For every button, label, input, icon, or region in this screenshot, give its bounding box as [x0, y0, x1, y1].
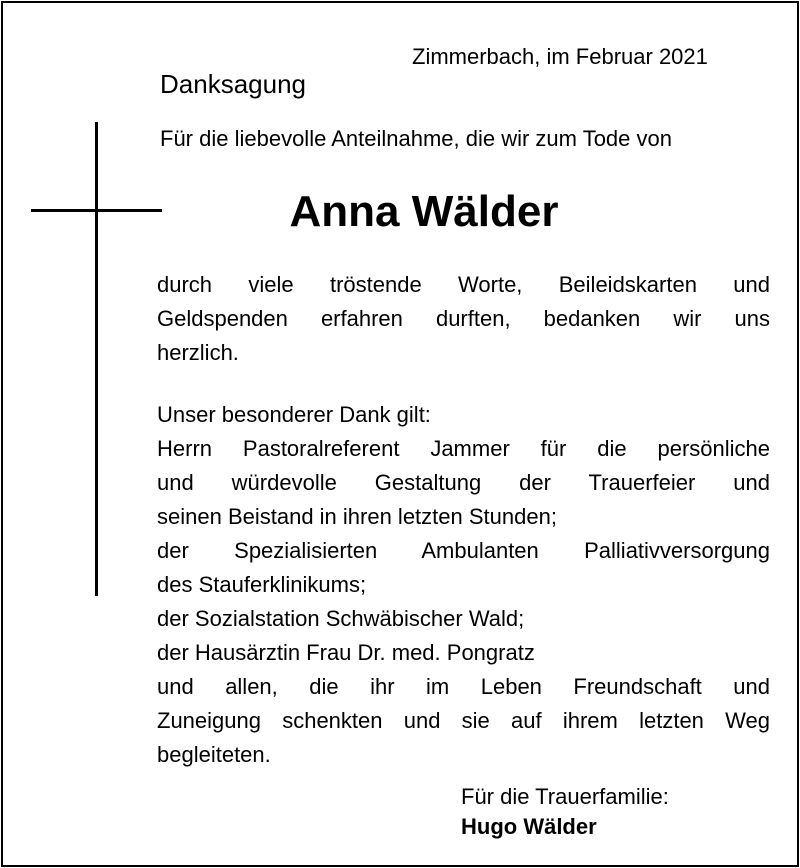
paragraph-line: seinen Beistand in ihren letzten Stunden; — [157, 504, 557, 529]
paragraph-line: Unser besonderer Dank gilt: — [157, 402, 431, 427]
thanks-paragraph — [157, 268, 770, 370]
notice-heading: Danksagung — [160, 69, 306, 99]
paragraph-line: und allen, die ihr im Leben Freundschaft und — [157, 674, 770, 699]
special-thanks-paragraph — [157, 398, 770, 772]
signoff-name: Hugo Wälder — [461, 814, 597, 839]
deceased-name: Anna Wälder — [289, 187, 559, 236]
paragraph-line: Zuneigung schenkten und sie auf ihrem letzten Weg — [157, 708, 770, 733]
paragraph-line: durch viele tröstende Worte, Beileidskarten und — [157, 272, 770, 297]
paragraph-line: Herrn Pastoralreferent Jammer für die persönliche — [157, 436, 770, 461]
signoff-label: Für die Trauerfamilie: — [461, 784, 669, 809]
paragraph-line: Geldspenden erfahren durften, bedanken wir uns — [157, 306, 770, 331]
signoff-block — [461, 782, 669, 842]
paragraph-line: herzlich. — [157, 340, 239, 365]
paragraph-line: der Hausärztin Frau Dr. med. Pongratz — [157, 640, 535, 665]
paragraph-line: des Stauferklinikums; — [157, 572, 367, 597]
place-and-date: Zimmerbach, im Februar 2021 — [412, 44, 708, 69]
paragraph-line: und würdevolle Gestaltung der Trauerfeier und — [157, 470, 770, 495]
paragraph-line: begleiteten. — [157, 742, 271, 767]
paragraph-line: der Spezialisierten Ambulanten Palliativversorgung — [157, 538, 770, 563]
intro-line: Für die liebevolle Anteilnahme, die wir zum Tode von — [160, 126, 672, 151]
paragraph-line: der Sozialstation Schwäbischer Wald; — [157, 606, 525, 631]
